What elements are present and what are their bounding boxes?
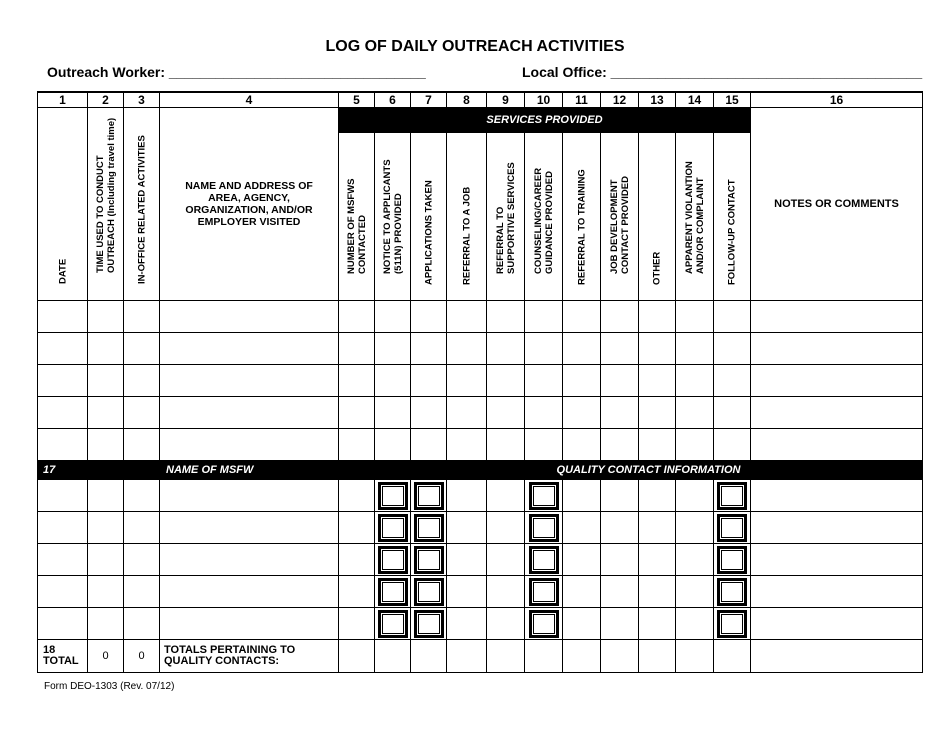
totals-row-number: 18: [43, 644, 56, 656]
referral-support-header-label: REFERRAL TO SUPPORTIVE SERVICES: [494, 162, 517, 274]
form-title: LOG OF DAILY OUTREACH ACTIVITIES: [325, 38, 625, 55]
number-msfws-header-label: NUMBER OF MSFWS CONTACTED: [345, 178, 368, 274]
quality-checkbox[interactable]: [378, 546, 408, 574]
col-number-16: 16: [751, 92, 923, 108]
quality-contact-cell[interactable]: [714, 480, 751, 512]
activity-cell[interactable]: [601, 429, 639, 461]
activity-cell[interactable]: [563, 429, 601, 461]
total-cell[interactable]: [447, 640, 487, 673]
activity-cell[interactable]: [339, 365, 375, 397]
referral-support-header: [487, 133, 525, 301]
quality-contact-cell[interactable]: [676, 512, 714, 544]
activity-cell[interactable]: [38, 301, 88, 333]
referral-training-header-label: REFERRAL TO TRAINING: [576, 169, 587, 285]
activity-row: [38, 365, 923, 397]
activity-cell[interactable]: [375, 301, 411, 333]
quality-checkbox[interactable]: [717, 578, 747, 606]
notes-header: NOTES OR COMMENTS: [751, 108, 923, 301]
quality-checkbox[interactable]: [717, 514, 747, 542]
quality-contact-row: [38, 480, 923, 512]
quality-checkbox[interactable]: [414, 482, 444, 510]
activity-row: [38, 429, 923, 461]
activity-cell[interactable]: [447, 301, 487, 333]
quality-checkbox[interactable]: [378, 514, 408, 542]
activity-cell[interactable]: [88, 301, 124, 333]
quality-contact-cell[interactable]: [601, 608, 639, 640]
section17-band-cell: [124, 461, 160, 480]
activity-cell[interactable]: [563, 397, 601, 429]
quality-contact-cell[interactable]: [676, 608, 714, 640]
quality-checkbox[interactable]: [378, 610, 408, 638]
activity-cell[interactable]: [447, 397, 487, 429]
quality-contact-cell[interactable]: [714, 544, 751, 576]
activity-cell[interactable]: [676, 365, 714, 397]
quality-contact-cell[interactable]: [160, 576, 339, 608]
total-cell[interactable]: [676, 640, 714, 673]
quality-checkbox[interactable]: [378, 578, 408, 606]
quality-contact-cell[interactable]: [676, 480, 714, 512]
quality-contact-cell[interactable]: [525, 608, 563, 640]
quality-contact-cell[interactable]: [676, 576, 714, 608]
quality-contact-label: QUALITY CONTACT INFORMATION: [375, 461, 923, 480]
quality-checkbox[interactable]: [414, 514, 444, 542]
col-number-11: 11: [563, 92, 601, 108]
time-header: [88, 108, 124, 301]
activity-cell[interactable]: [487, 397, 525, 429]
followup-header-label: FOLLOW-UP CONTACT: [726, 179, 738, 285]
totals-quality-label: TOTALS PERTAINING TO QUALITY CONTACTS:: [160, 640, 339, 673]
activity-cell[interactable]: [160, 365, 339, 397]
applications-header-label: APPLICATIONS TAKEN: [423, 180, 434, 285]
quality-contact-cell[interactable]: [487, 576, 525, 608]
total-cell[interactable]: [714, 640, 751, 673]
activity-cell[interactable]: [160, 397, 339, 429]
quality-contact-cell[interactable]: [487, 512, 525, 544]
other-header-label: OTHER: [651, 251, 663, 285]
activity-cell[interactable]: [563, 301, 601, 333]
activity-cell[interactable]: [525, 301, 563, 333]
activity-cell[interactable]: [375, 365, 411, 397]
quality-contact-cell[interactable]: [339, 512, 375, 544]
quality-contact-cell[interactable]: [38, 512, 88, 544]
activity-cell[interactable]: [676, 301, 714, 333]
activity-cell[interactable]: [525, 333, 563, 365]
quality-contact-cell[interactable]: [411, 512, 447, 544]
col-number-12: 12: [601, 92, 639, 108]
number-msfws-header: [339, 133, 375, 301]
col-number-14: 14: [676, 92, 714, 108]
quality-checkbox[interactable]: [717, 610, 747, 638]
quality-contact-cell[interactable]: [375, 608, 411, 640]
quality-contact-cell[interactable]: [124, 576, 160, 608]
col-number-8: 8: [447, 92, 487, 108]
quality-contact-cell[interactable]: [160, 544, 339, 576]
quality-contact-row: [38, 608, 923, 640]
quality-contact-row: [38, 512, 923, 544]
quality-contact-row: [38, 576, 923, 608]
activity-cell[interactable]: [411, 301, 447, 333]
quality-contact-cell[interactable]: [375, 512, 411, 544]
quality-contact-cell[interactable]: [639, 544, 676, 576]
quality-contact-cell[interactable]: [639, 608, 676, 640]
section17-band-cell: [88, 461, 124, 480]
activity-cell[interactable]: [88, 429, 124, 461]
name-of-msfw-label: NAME OF MSFW: [160, 461, 339, 480]
activity-cell[interactable]: [751, 397, 923, 429]
activity-cell[interactable]: [411, 365, 447, 397]
total-inoffice-value[interactable]: 0: [124, 640, 160, 673]
activity-cell[interactable]: [447, 333, 487, 365]
quality-contact-cell[interactable]: [751, 512, 923, 544]
activity-cell[interactable]: [160, 429, 339, 461]
activity-cell[interactable]: [375, 333, 411, 365]
inoffice-header: [124, 108, 160, 301]
activity-cell[interactable]: [751, 333, 923, 365]
col-number-2: 2: [88, 92, 124, 108]
activity-cell[interactable]: [88, 365, 124, 397]
quality-contact-cell[interactable]: [339, 608, 375, 640]
quality-contact-cell[interactable]: [38, 576, 88, 608]
activity-cell[interactable]: [38, 333, 88, 365]
violation-header: [676, 133, 714, 301]
quality-contact-cell[interactable]: [487, 608, 525, 640]
col-number-10: 10: [525, 92, 563, 108]
activity-cell[interactable]: [447, 429, 487, 461]
referral-training-header: [563, 133, 601, 301]
quality-contact-cell[interactable]: [38, 608, 88, 640]
quality-contact-cell[interactable]: [714, 608, 751, 640]
activity-cell[interactable]: [411, 397, 447, 429]
outreach-worker-field[interactable]: Outreach Worker: _________________________________: [47, 64, 426, 80]
name-address-header: [160, 108, 339, 301]
quality-contact-cell[interactable]: [124, 512, 160, 544]
quality-contact-cell[interactable]: [160, 480, 339, 512]
quality-contact-rows: [38, 480, 923, 640]
activity-cell[interactable]: [38, 397, 88, 429]
inoffice-header-label: IN-OFFICE RELATED ACTIVITIES: [136, 135, 147, 284]
totals-row: [38, 640, 923, 673]
quality-contact-cell[interactable]: [447, 544, 487, 576]
services-provided-band: SERVICES PROVIDED: [339, 108, 751, 133]
quality-checkbox[interactable]: [717, 546, 747, 574]
activity-cell[interactable]: [124, 333, 160, 365]
activity-cell[interactable]: [714, 333, 751, 365]
quality-checkbox[interactable]: [529, 482, 559, 510]
activity-cell[interactable]: [676, 429, 714, 461]
activity-cell[interactable]: [375, 429, 411, 461]
activity-cell[interactable]: [601, 365, 639, 397]
activity-cell[interactable]: [487, 365, 525, 397]
activity-cell[interactable]: [88, 333, 124, 365]
quality-checkbox[interactable]: [414, 546, 444, 574]
quality-contact-cell[interactable]: [124, 480, 160, 512]
quality-contact-cell[interactable]: [411, 544, 447, 576]
quality-contact-cell[interactable]: [124, 544, 160, 576]
activity-cell[interactable]: [639, 333, 676, 365]
activity-cell[interactable]: [525, 429, 563, 461]
activity-cell[interactable]: [639, 429, 676, 461]
col-number-13: 13: [639, 92, 676, 108]
total-cell[interactable]: [339, 640, 375, 673]
total-notes-cell[interactable]: [751, 640, 923, 673]
quality-contact-row: [38, 544, 923, 576]
quality-contact-cell[interactable]: [88, 480, 124, 512]
quality-checkbox[interactable]: [378, 482, 408, 510]
activity-cell[interactable]: [339, 429, 375, 461]
job-dev-header: [601, 133, 639, 301]
quality-contact-cell[interactable]: [447, 608, 487, 640]
quality-contact-cell[interactable]: [88, 576, 124, 608]
quality-contact-cell[interactable]: [639, 576, 676, 608]
quality-contact-cell[interactable]: [88, 544, 124, 576]
col-number-1: 1: [38, 92, 88, 108]
quality-contact-cell[interactable]: [714, 576, 751, 608]
activity-cell[interactable]: [601, 301, 639, 333]
quality-contact-cell[interactable]: [38, 544, 88, 576]
activity-cell[interactable]: [714, 301, 751, 333]
quality-contact-cell[interactable]: [525, 544, 563, 576]
total-cell[interactable]: [639, 640, 676, 673]
quality-checkbox[interactable]: [717, 482, 747, 510]
activity-cell[interactable]: [525, 365, 563, 397]
quality-contact-cell[interactable]: [525, 576, 563, 608]
col-number-5: 5: [339, 92, 375, 108]
total-cell[interactable]: [487, 640, 525, 673]
activity-cell[interactable]: [339, 397, 375, 429]
section17-band-cell: [339, 461, 375, 480]
quality-contact-cell[interactable]: [751, 608, 923, 640]
quality-contact-cell[interactable]: [751, 544, 923, 576]
activity-cell[interactable]: [563, 333, 601, 365]
activity-cell[interactable]: [714, 397, 751, 429]
activity-cell[interactable]: [487, 301, 525, 333]
quality-contact-cell[interactable]: [601, 512, 639, 544]
activity-cell[interactable]: [124, 397, 160, 429]
quality-contact-cell[interactable]: [563, 576, 601, 608]
activity-cell[interactable]: [38, 429, 88, 461]
quality-contact-cell[interactable]: [563, 480, 601, 512]
quality-contact-cell[interactable]: [339, 480, 375, 512]
activity-cell[interactable]: [751, 365, 923, 397]
quality-contact-cell[interactable]: [447, 576, 487, 608]
quality-contact-cell[interactable]: [563, 544, 601, 576]
applications-header: [411, 133, 447, 301]
quality-contact-cell[interactable]: [525, 480, 563, 512]
activity-row: [38, 333, 923, 365]
col-number-7: 7: [411, 92, 447, 108]
activity-cell[interactable]: [375, 397, 411, 429]
quality-contact-cell[interactable]: [339, 576, 375, 608]
total-time-value[interactable]: 0: [88, 640, 124, 673]
followup-header: [714, 133, 751, 301]
violation-header-label: APPARENT VIOLANTION AND/OR COMPLAINT: [683, 161, 706, 274]
quality-contact-cell[interactable]: [487, 544, 525, 576]
quality-checkbox[interactable]: [414, 610, 444, 638]
quality-contact-cell[interactable]: [88, 512, 124, 544]
col-number-6: 6: [375, 92, 411, 108]
activity-cell[interactable]: [639, 301, 676, 333]
quality-contact-cell[interactable]: [714, 512, 751, 544]
quality-contact-cell[interactable]: [375, 480, 411, 512]
totals-row-label: [38, 640, 88, 673]
total-cell[interactable]: [411, 640, 447, 673]
total-cell[interactable]: [525, 640, 563, 673]
notice-header-label: NOTICE TO APPLICANTS (511N) PROVIDED: [381, 159, 404, 274]
counseling-header-label: COUNSELING/CAREER GUIDANCE PROVIDED: [532, 167, 555, 274]
quality-contact-cell[interactable]: [639, 512, 676, 544]
quality-contact-cell[interactable]: [38, 480, 88, 512]
quality-contact-cell[interactable]: [563, 512, 601, 544]
activity-cell[interactable]: [714, 429, 751, 461]
quality-contact-cell[interactable]: [447, 480, 487, 512]
activity-cell[interactable]: [160, 333, 339, 365]
other-header: [639, 133, 676, 301]
activity-cell[interactable]: [411, 429, 447, 461]
notice-header: [375, 133, 411, 301]
activity-cell[interactable]: [124, 301, 160, 333]
quality-contact-cell[interactable]: [160, 512, 339, 544]
quality-contact-cell[interactable]: [411, 576, 447, 608]
section17-band-row: [38, 461, 923, 480]
quality-contact-cell[interactable]: [88, 608, 124, 640]
quality-contact-cell[interactable]: [447, 512, 487, 544]
col-number-15: 15: [714, 92, 751, 108]
quality-checkbox[interactable]: [529, 514, 559, 542]
quality-contact-cell[interactable]: [601, 480, 639, 512]
referral-job-header-label: REFERRAL TO A JOB: [461, 186, 472, 285]
activity-cell[interactable]: [160, 301, 339, 333]
time-header-label: TIME USED TO CONDUCT OUTREACH (Including travel time): [94, 117, 117, 273]
activity-cell[interactable]: [124, 429, 160, 461]
quality-contact-cell[interactable]: [375, 544, 411, 576]
activity-cell[interactable]: [563, 365, 601, 397]
quality-contact-cell[interactable]: [601, 576, 639, 608]
totals-row-text: TOTAL: [43, 655, 79, 667]
name-address-header-label: NAME AND ADDRESS OF AREA, AGENCY, ORGANIZATION, AND/OR EMPLOYER VISITED: [185, 180, 313, 228]
outreach-log-table: [37, 91, 923, 673]
quality-contact-cell[interactable]: [339, 544, 375, 576]
activity-cell[interactable]: [411, 333, 447, 365]
quality-contact-cell[interactable]: [639, 480, 676, 512]
activity-cell[interactable]: [639, 365, 676, 397]
referral-job-header: [447, 133, 487, 301]
total-cell[interactable]: [601, 640, 639, 673]
activity-row: [38, 301, 923, 333]
quality-contact-cell[interactable]: [124, 608, 160, 640]
activity-rows: [38, 301, 923, 461]
activity-cell[interactable]: [676, 397, 714, 429]
quality-contact-cell[interactable]: [411, 608, 447, 640]
activity-cell[interactable]: [714, 365, 751, 397]
quality-contact-cell[interactable]: [525, 512, 563, 544]
quality-checkbox[interactable]: [414, 578, 444, 606]
col-number-4: 4: [160, 92, 339, 108]
activity-cell[interactable]: [525, 397, 563, 429]
local-office-field[interactable]: Local Office: ________________________________________: [522, 64, 923, 80]
activity-cell[interactable]: [751, 429, 923, 461]
form-number: Form DEO-1303 (Rev. 07/12): [44, 681, 175, 692]
quality-checkbox[interactable]: [529, 578, 559, 606]
column-number-row: [38, 92, 923, 108]
quality-contact-cell[interactable]: [411, 480, 447, 512]
header-band-row: [38, 108, 923, 133]
activity-cell[interactable]: [601, 333, 639, 365]
quality-contact-cell[interactable]: [601, 544, 639, 576]
activity-cell[interactable]: [124, 365, 160, 397]
activity-cell[interactable]: [339, 333, 375, 365]
total-cell[interactable]: [563, 640, 601, 673]
col-number-9: 9: [487, 92, 525, 108]
activity-cell[interactable]: [676, 333, 714, 365]
date-header: [38, 108, 88, 301]
activity-cell[interactable]: [339, 301, 375, 333]
col-number-3: 3: [124, 92, 160, 108]
quality-contact-cell[interactable]: [487, 480, 525, 512]
date-header-label: DATE: [57, 258, 68, 284]
activity-cell[interactable]: [601, 397, 639, 429]
quality-contact-cell[interactable]: [563, 608, 601, 640]
quality-contact-cell[interactable]: [751, 576, 923, 608]
counseling-header: [525, 133, 563, 301]
job-dev-header-label: JOB DEVELOPMENT CONTACT PROVIDED: [608, 176, 631, 274]
quality-checkbox[interactable]: [529, 610, 559, 638]
total-cell[interactable]: [375, 640, 411, 673]
activity-cell[interactable]: [487, 429, 525, 461]
activity-cell[interactable]: [38, 365, 88, 397]
activity-cell[interactable]: [639, 397, 676, 429]
activity-cell[interactable]: [487, 333, 525, 365]
quality-contact-cell[interactable]: [375, 576, 411, 608]
quality-contact-cell[interactable]: [751, 480, 923, 512]
activity-cell[interactable]: [751, 301, 923, 333]
quality-checkbox[interactable]: [529, 546, 559, 574]
activity-cell[interactable]: [447, 365, 487, 397]
section17-number: 17: [38, 461, 88, 480]
activity-row: [38, 397, 923, 429]
quality-contact-cell[interactable]: [160, 608, 339, 640]
activity-cell[interactable]: [88, 397, 124, 429]
quality-contact-cell[interactable]: [676, 544, 714, 576]
